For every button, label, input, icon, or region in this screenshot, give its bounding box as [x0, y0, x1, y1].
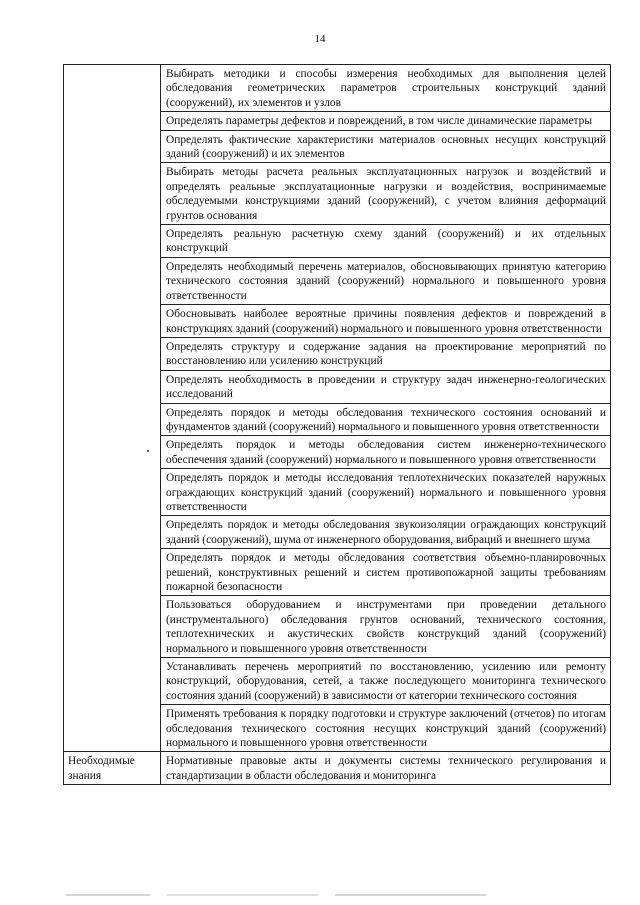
scan-speck — [147, 450, 149, 452]
skill-item: Выбирать методы расчета реальных эксплуатационных нагрузок и воздействий и определять реальные эксплуатационные нагрузки и воздействия, воспринимаемые обследуемыми конструкциями зданий (сооружений), с учетом влияния деформаций грунтов основания — [161, 163, 611, 225]
skill-item: Определять фактические характеристики материалов основных несущих конструкций зданий (сооружений) и их элементов — [161, 130, 611, 163]
skill-item: Определять необходимый перечень материалов, обосновывающих принятую категорию технического состояния зданий (сооружений) нормального и повышенного уровня ответственности — [161, 257, 611, 304]
table-row — [64, 65, 611, 112]
skill-item: Определять порядок и методы исследования теплотехнических показателей наружных ограждающих конструкций зданий (сооружений) нормального и повышенного уровня ответственности — [161, 469, 611, 516]
skill-item: Определять порядок и методы обследования технического состояния оснований и фундаментов зданий (сооружений) нормального и повышенного уровня ответственности — [161, 403, 611, 436]
knowledge-item: Нормативные правовые акты и документы системы технического регулирования и стандартизации в области обследования и мониторинга — [161, 752, 611, 785]
knowledge-label: Необходимые знания — [64, 752, 161, 785]
skill-item: Устанавливать перечень мероприятий по восстановлению, усилению или ремонту конструкций, оборудования, сетей, а также последующего мониторинга технического состояния зданий (сооружений) в зависимости от категории технического состояния — [161, 658, 611, 705]
skill-item: Применять требования к порядку подготовки и структуре заключений (отчетов) по итогам обследования технического состояния несущих конструкций зданий (сооружений) нормального и повышенного уровня ответственности — [161, 705, 611, 752]
skill-item: Выбирать методики и способы измерения необходимых для выполнения целей обследования геометрических параметров строительных конструкций зданий (сооружений), их элементов и узлов — [161, 65, 611, 112]
skill-item: Определять порядок и методы обследования соответствия объемно-планировочных решений, конструктивных решений и систем противопожарной защиты требованиям пожарной безопасности — [161, 549, 611, 596]
skill-item: Обосновывать наиболее вероятные причины появления дефектов и повреждений в конструкциях зданий (сооружений) нормального и повышенного уровня ответственности — [161, 305, 611, 338]
skill-item: Определять параметры дефектов и повреждений, в том числе динамические параметры — [161, 112, 611, 130]
skill-item: Определять необходимость в проведении и структуру задач инженерно-геологических исследований — [161, 370, 611, 403]
scan-edge-noise — [66, 894, 486, 896]
skill-item: Определять порядок и методы обследования звукоизоляции ограждающих конструкций зданий (сооружений), шума от инженерного оборудования, вибраций и внешнего шума — [161, 516, 611, 549]
page-number: 14 — [314, 33, 326, 45]
table-row — [64, 752, 611, 785]
skills-label-cell — [64, 65, 161, 752]
skill-item: Определять структуру и содержание задания на проектирование мероприятий по восстановлению или усилению конструкций — [161, 337, 611, 370]
skill-item: Пользоваться оборудованием и инструментами при проведении детального (инструментального) обследования грунтов оснований, технического состояния, теплотехнических и акустических свойств конструкций зданий (сооружений) нормального и повышенного уровня ответственности — [161, 596, 611, 658]
skill-item: Определять порядок и методы обследования систем инженерно-технического обеспечения зданий (сооружений) нормального и повышенного уровня ответственности — [161, 436, 611, 469]
skill-item: Определять реальную расчетную схему зданий (сооружений) и их отдельных конструкций — [161, 225, 611, 258]
requirements-table — [63, 64, 611, 785]
